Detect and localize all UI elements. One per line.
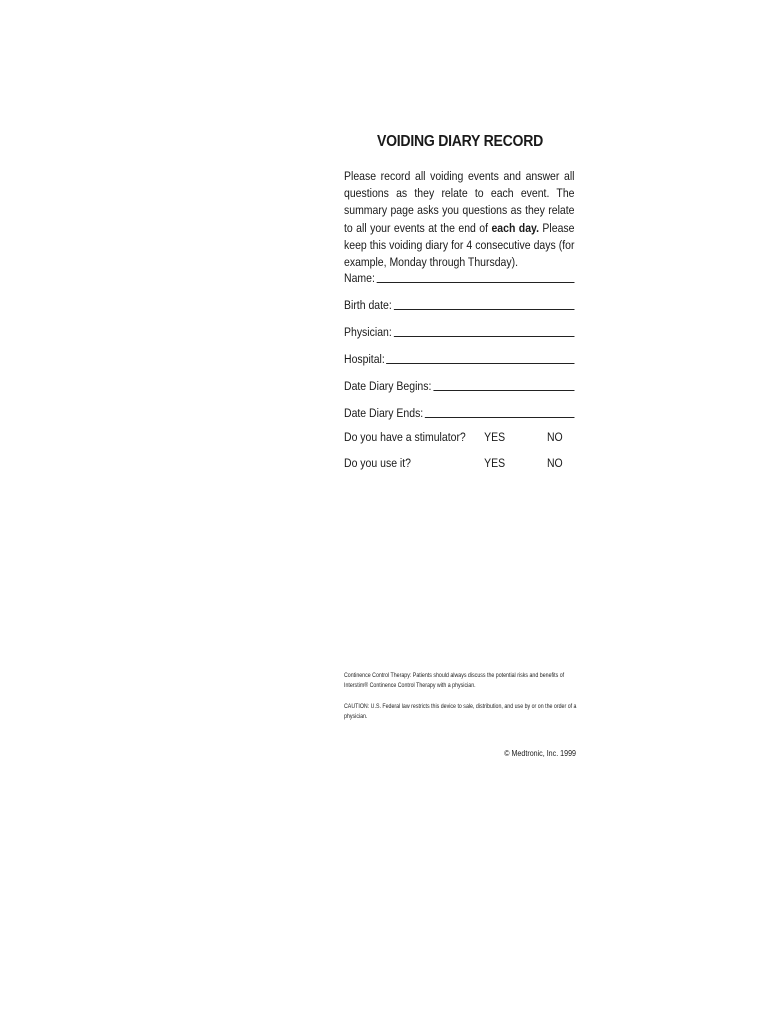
date-begins-field[interactable] <box>344 375 574 393</box>
name-field[interactable] <box>344 267 574 285</box>
birth-date-line[interactable] <box>394 297 575 310</box>
stimulator-yes-option[interactable]: YES <box>484 430 506 444</box>
birth-date-label: Birth date: <box>344 298 392 312</box>
intro-text-1: Please record all voiding events and answer all questions as they relate to each event. The summary page asks you questions as they relate to all your events at the end of <box>344 169 575 235</box>
use-question-text: Do you use it? <box>344 456 412 470</box>
hospital-field[interactable] <box>344 348 574 366</box>
therapy-notice-line-1: Continence Control Therapy: Patients should always discuss the potential risks and benefits of <box>344 672 565 679</box>
therapy-notice-line-2: Interstim® Continence Control Therapy with a physician. <box>344 681 476 689</box>
name-label: Name: <box>344 271 375 285</box>
therapy-notice <box>344 671 576 690</box>
stimulator-question <box>344 430 574 448</box>
use-no-option[interactable]: NO <box>546 456 563 470</box>
intro-text-2: Please keep this voiding diary for 4 consecutive days (for example, Monday through Thursday). <box>344 220 575 270</box>
date-ends-line[interactable] <box>425 405 575 418</box>
date-ends-field[interactable] <box>344 402 574 420</box>
physician-label: Physician: <box>344 325 392 339</box>
hospital-label: Hospital: <box>344 352 385 366</box>
birth-date-field[interactable] <box>344 294 574 312</box>
use-yes-option[interactable]: YES <box>484 456 506 470</box>
physician-line[interactable] <box>393 324 574 337</box>
stimulator-question-text: Do you have a stimulator? <box>344 430 466 444</box>
date-begins-label: Date Diary Begins: <box>344 379 432 393</box>
intro-paragraph <box>344 168 574 271</box>
physician-field[interactable] <box>344 321 574 339</box>
copyright-text: © Medtronic, Inc. 1999 <box>504 748 576 758</box>
date-ends-label: Date Diary Ends: <box>344 406 424 420</box>
page-title: VOIDING DIARY RECORD <box>376 133 544 150</box>
use-question <box>344 456 574 474</box>
stimulator-no-option[interactable]: NO <box>546 430 563 444</box>
name-line[interactable] <box>377 270 575 283</box>
date-begins-line[interactable] <box>433 378 574 391</box>
hospital-line[interactable] <box>387 351 575 364</box>
intro-bold: each day. <box>491 220 539 235</box>
caution-notice: CAUTION: U.S. Federal law restricts this device to sale, distribution, and use by or on the order of a physician. <box>344 703 577 720</box>
